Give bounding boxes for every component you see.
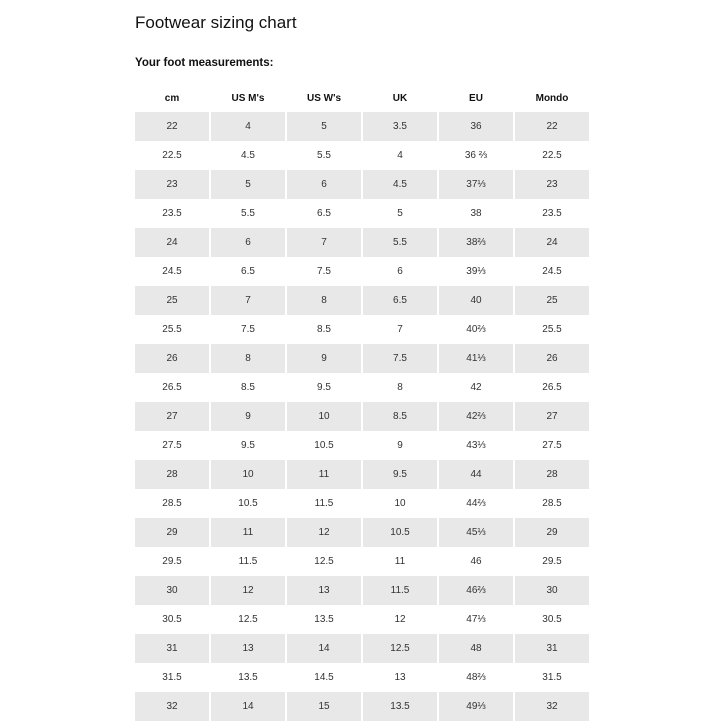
table-body bbox=[135, 112, 589, 721]
cell-us-mens: 7.5 bbox=[211, 315, 285, 344]
cell-us-mens: 10.5 bbox=[211, 489, 285, 518]
cell-eu: 38⅔ bbox=[439, 228, 513, 257]
cell-uk: 3.5 bbox=[363, 112, 437, 141]
cell-us-womens: 6 bbox=[287, 170, 361, 199]
cell-us-womens: 14.5 bbox=[287, 663, 361, 692]
table-row bbox=[135, 373, 589, 402]
cell-cm: 29.5 bbox=[135, 547, 209, 576]
cell-cm: 24 bbox=[135, 228, 209, 257]
cell-cm: 26.5 bbox=[135, 373, 209, 402]
cell-us-mens: 5.5 bbox=[211, 199, 285, 228]
cell-uk: 9.5 bbox=[363, 460, 437, 489]
cell-us-womens: 12.5 bbox=[287, 547, 361, 576]
cell-uk: 4.5 bbox=[363, 170, 437, 199]
cell-cm: 31.5 bbox=[135, 663, 209, 692]
cell-cm: 29 bbox=[135, 518, 209, 547]
cell-uk: 6 bbox=[363, 257, 437, 286]
cell-us-mens: 13 bbox=[211, 634, 285, 663]
cell-mondo: 31 bbox=[515, 634, 589, 663]
cell-eu: 37⅓ bbox=[439, 170, 513, 199]
cell-uk: 10 bbox=[363, 489, 437, 518]
table-row bbox=[135, 228, 589, 257]
cell-cm: 30 bbox=[135, 576, 209, 605]
size-conversion-table bbox=[133, 84, 591, 721]
table-row bbox=[135, 402, 589, 431]
table-row bbox=[135, 692, 589, 721]
cell-eu: 41⅓ bbox=[439, 344, 513, 373]
table-row bbox=[135, 489, 589, 518]
cell-cm: 28 bbox=[135, 460, 209, 489]
table-row bbox=[135, 170, 589, 199]
cell-us-mens: 11 bbox=[211, 518, 285, 547]
cell-mondo: 28.5 bbox=[515, 489, 589, 518]
cell-uk: 11.5 bbox=[363, 576, 437, 605]
cell-mondo: 25.5 bbox=[515, 315, 589, 344]
cell-mondo: 26 bbox=[515, 344, 589, 373]
cell-cm: 25 bbox=[135, 286, 209, 315]
cell-cm: 32 bbox=[135, 692, 209, 721]
cell-mondo: 25 bbox=[515, 286, 589, 315]
table-row bbox=[135, 518, 589, 547]
column-header-mondo: Mondo bbox=[535, 92, 569, 104]
cell-mondo: 22 bbox=[515, 112, 589, 141]
cell-cm: 22.5 bbox=[135, 141, 209, 170]
cell-us-mens: 11.5 bbox=[211, 547, 285, 576]
cell-uk: 9 bbox=[363, 431, 437, 460]
cell-eu: 49⅓ bbox=[439, 692, 513, 721]
cell-uk: 11 bbox=[363, 547, 437, 576]
table-row bbox=[135, 547, 589, 576]
cell-uk: 5.5 bbox=[363, 228, 437, 257]
cell-us-womens: 10 bbox=[287, 402, 361, 431]
cell-us-womens: 6.5 bbox=[287, 199, 361, 228]
cell-uk: 6.5 bbox=[363, 286, 437, 315]
cell-uk: 4 bbox=[363, 141, 437, 170]
cell-us-womens: 15 bbox=[287, 692, 361, 721]
table-row bbox=[135, 663, 589, 692]
cell-eu: 36 bbox=[439, 112, 513, 141]
cell-us-mens: 13.5 bbox=[211, 663, 285, 692]
table-row bbox=[135, 315, 589, 344]
cell-cm: 23.5 bbox=[135, 199, 209, 228]
cell-us-womens: 11.5 bbox=[287, 489, 361, 518]
cell-mondo: 32 bbox=[515, 692, 589, 721]
cell-uk: 12.5 bbox=[363, 634, 437, 663]
cell-cm: 23 bbox=[135, 170, 209, 199]
cell-eu: 36 ⅔ bbox=[439, 141, 513, 170]
cell-eu: 43⅓ bbox=[439, 431, 513, 460]
table-row bbox=[135, 257, 589, 286]
table-row bbox=[135, 199, 589, 228]
cell-us-womens: 9.5 bbox=[287, 373, 361, 402]
cell-mondo: 27.5 bbox=[515, 431, 589, 460]
section-subtitle: Your foot measurements: bbox=[135, 57, 274, 69]
cell-us-womens: 13.5 bbox=[287, 605, 361, 634]
cell-us-mens: 7 bbox=[211, 286, 285, 315]
cell-mondo: 28 bbox=[515, 460, 589, 489]
cell-mondo: 24.5 bbox=[515, 257, 589, 286]
table-row bbox=[135, 141, 589, 170]
cell-uk: 5 bbox=[363, 199, 437, 228]
cell-mondo: 22.5 bbox=[515, 141, 589, 170]
cell-us-mens: 14 bbox=[211, 692, 285, 721]
cell-uk: 7.5 bbox=[363, 344, 437, 373]
cell-eu: 48⅔ bbox=[439, 663, 513, 692]
cell-us-mens: 6.5 bbox=[211, 257, 285, 286]
cell-uk: 8 bbox=[363, 373, 437, 402]
cell-cm: 27.5 bbox=[135, 431, 209, 460]
cell-cm: 30.5 bbox=[135, 605, 209, 634]
cell-us-womens: 13 bbox=[287, 576, 361, 605]
page-title: Footwear sizing chart bbox=[135, 13, 297, 32]
table-row bbox=[135, 286, 589, 315]
cell-eu: 42 bbox=[439, 373, 513, 402]
cell-us-womens: 10.5 bbox=[287, 431, 361, 460]
table-row bbox=[135, 576, 589, 605]
cell-cm: 22 bbox=[135, 112, 209, 141]
cell-eu: 44⅔ bbox=[439, 489, 513, 518]
cell-cm: 26 bbox=[135, 344, 209, 373]
cell-mondo: 26.5 bbox=[515, 373, 589, 402]
cell-cm: 24.5 bbox=[135, 257, 209, 286]
cell-cm: 27 bbox=[135, 402, 209, 431]
cell-mondo: 30.5 bbox=[515, 605, 589, 634]
cell-mondo: 29.5 bbox=[515, 547, 589, 576]
cell-us-mens: 12 bbox=[211, 576, 285, 605]
cell-uk: 13.5 bbox=[363, 692, 437, 721]
cell-uk: 8.5 bbox=[363, 402, 437, 431]
cell-us-mens: 6 bbox=[211, 228, 285, 257]
cell-us-womens: 9 bbox=[287, 344, 361, 373]
cell-cm: 28.5 bbox=[135, 489, 209, 518]
cell-uk: 13 bbox=[363, 663, 437, 692]
cell-cm: 25.5 bbox=[135, 315, 209, 344]
column-header-uk: UK bbox=[392, 92, 408, 104]
cell-mondo: 24 bbox=[515, 228, 589, 257]
cell-uk: 7 bbox=[363, 315, 437, 344]
cell-mondo: 30 bbox=[515, 576, 589, 605]
column-header-eu: EU bbox=[469, 92, 483, 104]
cell-us-mens: 4 bbox=[211, 112, 285, 141]
cell-eu: 48 bbox=[439, 634, 513, 663]
cell-eu: 38 bbox=[439, 199, 513, 228]
column-header-us-mens: US M's bbox=[231, 92, 265, 104]
table-row bbox=[135, 634, 589, 663]
cell-eu: 47⅓ bbox=[439, 605, 513, 634]
table-row bbox=[135, 431, 589, 460]
cell-uk: 10.5 bbox=[363, 518, 437, 547]
cell-eu: 44 bbox=[439, 460, 513, 489]
column-header-cm: cm bbox=[164, 92, 180, 104]
cell-mondo: 29 bbox=[515, 518, 589, 547]
cell-us-mens: 9.5 bbox=[211, 431, 285, 460]
table-row bbox=[135, 344, 589, 373]
cell-us-womens: 7.5 bbox=[287, 257, 361, 286]
cell-eu: 40⅔ bbox=[439, 315, 513, 344]
cell-us-womens: 8 bbox=[287, 286, 361, 315]
cell-eu: 46⅔ bbox=[439, 576, 513, 605]
cell-eu: 45⅓ bbox=[439, 518, 513, 547]
table-row bbox=[135, 112, 589, 141]
column-header-us-womens: US W's bbox=[306, 92, 342, 104]
cell-us-womens: 5.5 bbox=[287, 141, 361, 170]
cell-us-womens: 8.5 bbox=[287, 315, 361, 344]
cell-us-mens: 8.5 bbox=[211, 373, 285, 402]
cell-us-mens: 12.5 bbox=[211, 605, 285, 634]
cell-us-mens: 5 bbox=[211, 170, 285, 199]
cell-cm: 31 bbox=[135, 634, 209, 663]
cell-eu: 40 bbox=[439, 286, 513, 315]
cell-mondo: 23.5 bbox=[515, 199, 589, 228]
cell-us-womens: 12 bbox=[287, 518, 361, 547]
cell-mondo: 23 bbox=[515, 170, 589, 199]
cell-us-womens: 5 bbox=[287, 112, 361, 141]
cell-us-womens: 11 bbox=[287, 460, 361, 489]
table-header-row bbox=[135, 84, 589, 112]
cell-us-womens: 14 bbox=[287, 634, 361, 663]
table-row bbox=[135, 605, 589, 634]
cell-us-mens: 8 bbox=[211, 344, 285, 373]
cell-mondo: 31.5 bbox=[515, 663, 589, 692]
cell-eu: 46 bbox=[439, 547, 513, 576]
table-row bbox=[135, 460, 589, 489]
cell-eu: 39⅓ bbox=[439, 257, 513, 286]
cell-mondo: 27 bbox=[515, 402, 589, 431]
cell-us-mens: 10 bbox=[211, 460, 285, 489]
cell-uk: 12 bbox=[363, 605, 437, 634]
cell-us-mens: 4.5 bbox=[211, 141, 285, 170]
cell-us-womens: 7 bbox=[287, 228, 361, 257]
cell-eu: 42⅔ bbox=[439, 402, 513, 431]
cell-us-mens: 9 bbox=[211, 402, 285, 431]
